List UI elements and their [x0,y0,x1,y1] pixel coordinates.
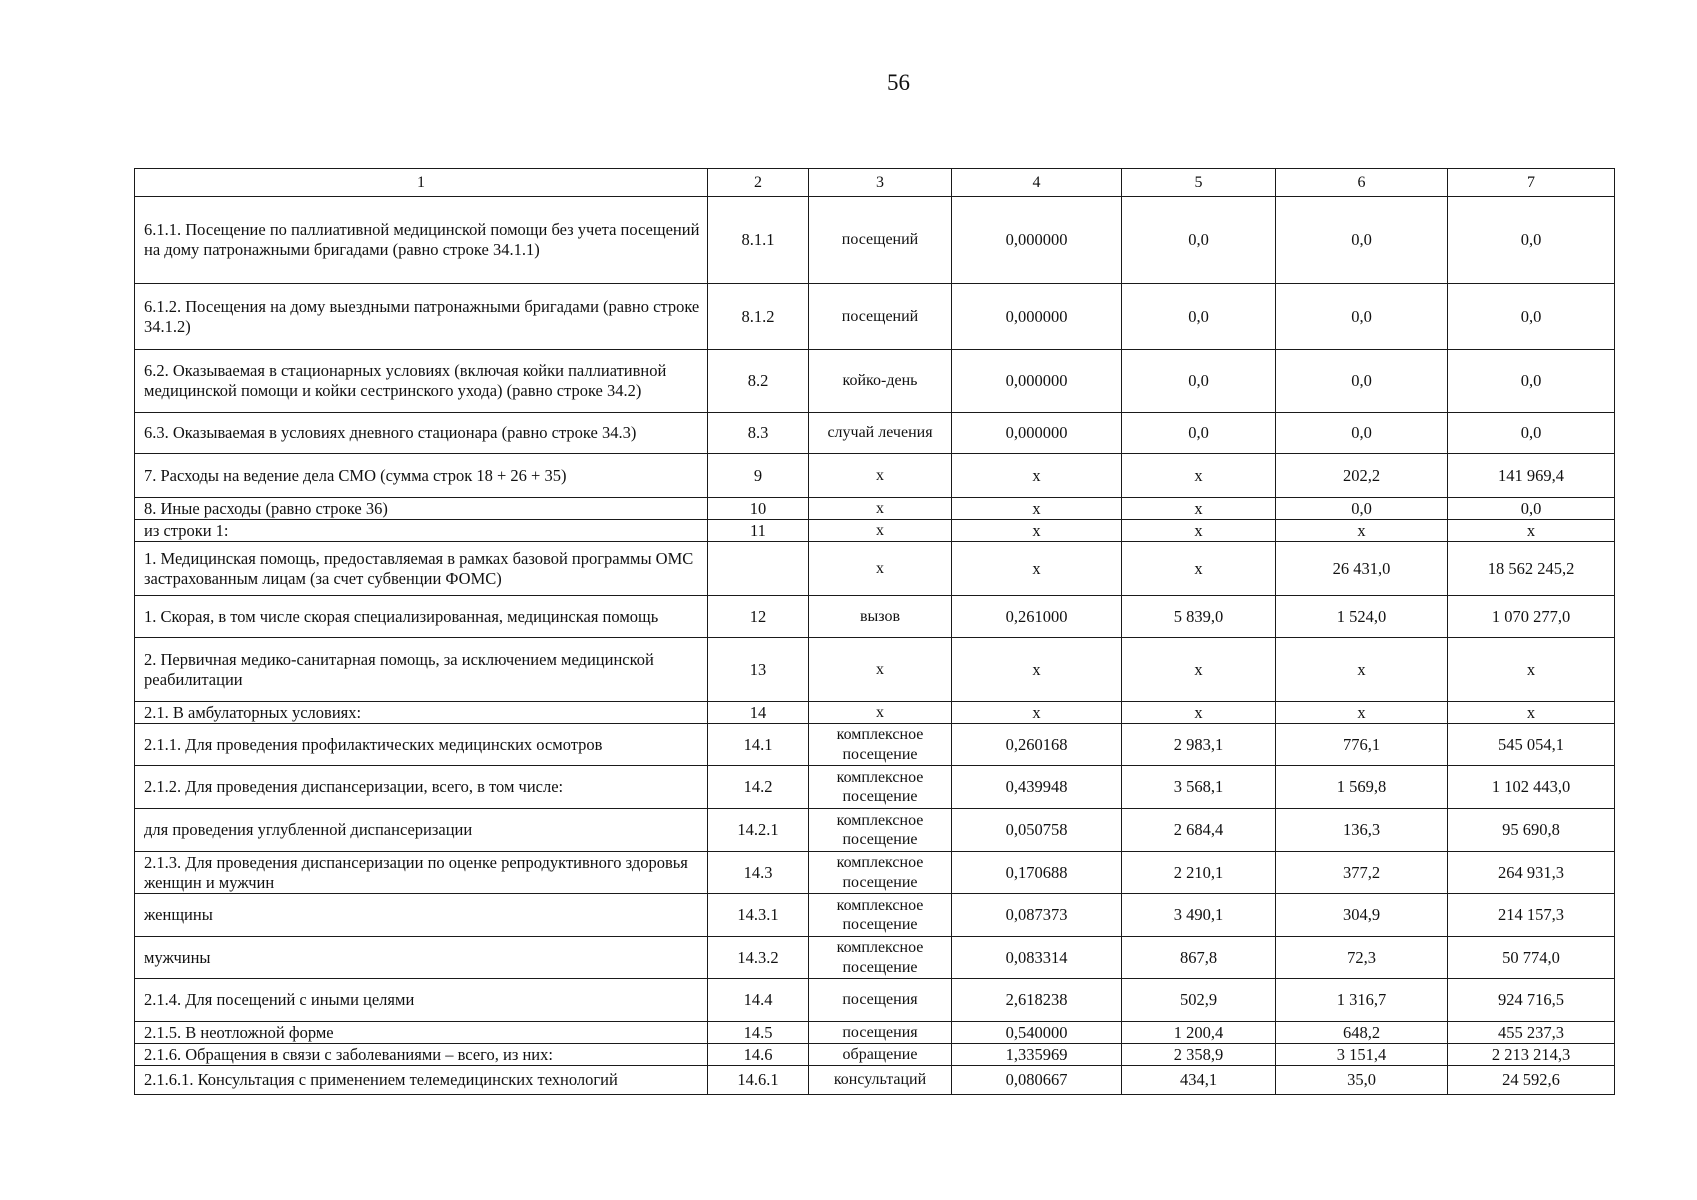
table-cell: х [1122,498,1276,520]
table-cell: 2.1.4. Для посещений с иными целями [135,979,708,1022]
table-cell: 2.1.6. Обращения в связи с заболеваниями – всего, из них: [135,1044,708,1066]
table-cell: 2. Первичная медико-санитарная помощь, за исключением медицинской реабилитации [135,638,708,702]
table-cell: 2 210,1 [1122,852,1276,894]
table-cell: 2.1.2. Для проведения диспансеризации, всего, в том числе: [135,766,708,809]
table-cell: комплексное посещение [809,937,952,979]
table-cell: 3 151,4 [1276,1044,1448,1066]
column-header: 6 [1276,169,1448,197]
table-row [135,542,1615,596]
table-cell: 1. Медицинская помощь, предоставляемая в рамках базовой программы ОМС застрахованным лицам (за счет субвенции ФОМС) [135,542,708,596]
table-row [135,766,1615,809]
table-cell: 0,0 [1276,498,1448,520]
table-cell: для проведения углубленной диспансеризации [135,809,708,852]
table-cell: 0,000000 [952,284,1122,350]
table-cell: 0,050758 [952,809,1122,852]
table-cell: 18 562 245,2 [1448,542,1615,596]
data-table [134,168,1615,1095]
table-cell: 9 [708,454,809,498]
table-cell: 50 774,0 [1448,937,1615,979]
table-cell: 0,0 [1448,284,1615,350]
table-cell: 0,083314 [952,937,1122,979]
table-cell: 2 358,9 [1122,1044,1276,1066]
table-cell: 14.6.1 [708,1066,809,1095]
table-cell: 0,0 [1276,284,1448,350]
table-cell: 0,0 [1448,197,1615,284]
table-cell: 0,000000 [952,197,1122,284]
table-cell: 8. Иные расходы (равно строке 36) [135,498,708,520]
table-cell: обращение [809,1044,952,1066]
table-cell: 0,170688 [952,852,1122,894]
table-cell: 377,2 [1276,852,1448,894]
table-cell: посещений [809,197,952,284]
table-cell: 136,3 [1276,809,1448,852]
table-cell: 2.1.1. Для проведения профилактических медицинских осмотров [135,724,708,766]
table-cell: 776,1 [1276,724,1448,766]
table-cell: 14.1 [708,724,809,766]
table-cell: 11 [708,520,809,542]
table-cell: х [809,542,952,596]
table-cell: 13 [708,638,809,702]
table-cell: 10 [708,498,809,520]
table-cell: 0,0 [1448,350,1615,413]
table-cell: 264 931,3 [1448,852,1615,894]
table-cell: 455 237,3 [1448,1022,1615,1044]
table-cell: 2 983,1 [1122,724,1276,766]
table-cell: из строки 1: [135,520,708,542]
table-cell: 72,3 [1276,937,1448,979]
table-cell: 1,335969 [952,1044,1122,1066]
table-row [135,350,1615,413]
column-header: 7 [1448,169,1615,197]
table-cell: 14.2.1 [708,809,809,852]
table-cell: х [952,638,1122,702]
table-cell: 434,1 [1122,1066,1276,1095]
table-cell: 867,8 [1122,937,1276,979]
table-cell: посещения [809,979,952,1022]
table-cell: х [809,454,952,498]
table-cell: 14.2 [708,766,809,809]
table-cell: х [1448,702,1615,724]
column-header: 3 [809,169,952,197]
table-cell: посещений [809,284,952,350]
table-cell: 924 716,5 [1448,979,1615,1022]
table-cell: х [1122,542,1276,596]
table-cell: х [809,498,952,520]
table-cell: комплексное посещение [809,894,952,937]
table-cell [708,542,809,596]
table-cell: 2.1.5. В неотложной форме [135,1022,708,1044]
table-cell: 0,0 [1122,197,1276,284]
table-cell: 24 592,6 [1448,1066,1615,1095]
table-cell: 2.1.3. Для проведения диспансеризации по оценке репродуктивного здоровья женщин и мужчин [135,852,708,894]
table-row [135,852,1615,894]
table-cell: х [1276,702,1448,724]
table-cell: 141 969,4 [1448,454,1615,498]
table-cell: 0,0 [1276,197,1448,284]
table-cell: х [1448,638,1615,702]
table-cell: 0,080667 [952,1066,1122,1095]
table-cell: х [809,520,952,542]
table-cell: вызов [809,596,952,638]
table-cell: 6.2. Оказываемая в стационарных условиях (включая койки паллиативной медицинской помощи и койки сестринского ухода) (равно строке 34.2) [135,350,708,413]
table-cell: х [809,638,952,702]
table-cell: случай лечения [809,413,952,454]
table-cell: х [1122,638,1276,702]
table-row [135,1044,1615,1066]
table-cell: 648,2 [1276,1022,1448,1044]
table-row [135,1022,1615,1044]
table-cell: мужчины [135,937,708,979]
table-cell: 0,540000 [952,1022,1122,1044]
table-cell: 8.1.1 [708,197,809,284]
table-cell: 8.2 [708,350,809,413]
table-cell: женщины [135,894,708,937]
table-row [135,809,1615,852]
table-cell: комплексное посещение [809,724,952,766]
table-cell: 0,0 [1122,284,1276,350]
table-row [135,894,1615,937]
table-cell: 5 839,0 [1122,596,1276,638]
table-cell: х [1122,702,1276,724]
table-cell: 0,261000 [952,596,1122,638]
table-cell: 14.5 [708,1022,809,1044]
table-row [135,454,1615,498]
table-cell: 1 102 443,0 [1448,766,1615,809]
table-cell: 2.1. В амбулаторных условиях: [135,702,708,724]
table-cell: 14.6 [708,1044,809,1066]
table-row [135,724,1615,766]
table-cell: 26 431,0 [1276,542,1448,596]
table-cell: 8.3 [708,413,809,454]
table-cell: 14.3.1 [708,894,809,937]
table-cell: 2.1.6.1. Консультация с применением телемедицинских технологий [135,1066,708,1095]
table-row [135,498,1615,520]
table-cell: х [1276,638,1448,702]
table-cell: х [952,498,1122,520]
column-header: 1 [135,169,708,197]
page-number: 56 [887,70,910,95]
table-cell: 0,0 [1448,413,1615,454]
table-cell: 8.1.2 [708,284,809,350]
table-cell: консультаций [809,1066,952,1095]
table-cell: 1 200,4 [1122,1022,1276,1044]
table-row [135,197,1615,284]
table-cell: 3 568,1 [1122,766,1276,809]
table-row [135,638,1615,702]
table-cell: койко-день [809,350,952,413]
table-cell: посещения [809,1022,952,1044]
table-cell: х [1276,520,1448,542]
table-cell: 0,439948 [952,766,1122,809]
table-cell: х [1122,454,1276,498]
table-cell: 2 684,4 [1122,809,1276,852]
table-row [135,596,1615,638]
table-cell: 0,0 [1276,413,1448,454]
table-row [135,520,1615,542]
table-cell: 0,000000 [952,413,1122,454]
table-cell: 0,0 [1276,350,1448,413]
column-header: 5 [1122,169,1276,197]
table-row [135,937,1615,979]
table-cell: х [809,702,952,724]
table-cell: х [1448,520,1615,542]
table-cell: 14.3.2 [708,937,809,979]
table-cell: комплексное посещение [809,852,952,894]
table-cell: 35,0 [1276,1066,1448,1095]
column-header: 4 [952,169,1122,197]
table-cell: 1 569,8 [1276,766,1448,809]
table-cell: 304,9 [1276,894,1448,937]
table-cell: 95 690,8 [1448,809,1615,852]
table-row [135,413,1615,454]
table-cell: комплексное посещение [809,809,952,852]
table-cell: 7. Расходы на ведение дела СМО (сумма строк 18 + 26 + 35) [135,454,708,498]
table-cell: 6.1.1. Посещение по паллиативной медицинской помощи без учета посещений на дому патронажными бригадами (равно строке 34.1.1) [135,197,708,284]
table-cell: 1 524,0 [1276,596,1448,638]
table-cell: 1. Скорая, в том числе скорая специализированная, медицинская помощь [135,596,708,638]
table-cell: 0,0 [1122,350,1276,413]
table-cell: 202,2 [1276,454,1448,498]
table-cell: 214 157,3 [1448,894,1615,937]
table-cell: 14 [708,702,809,724]
table-cell: 0,0 [1448,498,1615,520]
table-cell: 6.3. Оказываемая в условиях дневного стационара (равно строке 34.3) [135,413,708,454]
table-cell: 2 213 214,3 [1448,1044,1615,1066]
table-cell: 12 [708,596,809,638]
table-cell: 0,260168 [952,724,1122,766]
table-cell: 0,000000 [952,350,1122,413]
table-cell: 6.1.2. Посещения на дому выездными патронажными бригадами (равно строке 34.1.2) [135,284,708,350]
table-cell: 545 054,1 [1448,724,1615,766]
table-cell: 1 070 277,0 [1448,596,1615,638]
table-cell: 14.3 [708,852,809,894]
table-cell: 3 490,1 [1122,894,1276,937]
table-row [135,702,1615,724]
table-row [135,979,1615,1022]
table-row [135,1066,1615,1095]
table-cell: комплексное посещение [809,766,952,809]
table-cell: 0,0 [1122,413,1276,454]
table-cell: х [952,520,1122,542]
column-header: 2 [708,169,809,197]
table-cell: 14.4 [708,979,809,1022]
table-cell: 1 316,7 [1276,979,1448,1022]
table-cell: 2,618238 [952,979,1122,1022]
table-row [135,284,1615,350]
table-cell: х [952,702,1122,724]
table-cell: 0,087373 [952,894,1122,937]
header-row [135,169,1615,197]
table-cell: х [1122,520,1276,542]
table-cell: х [952,542,1122,596]
table-cell: 502,9 [1122,979,1276,1022]
table-cell: х [952,454,1122,498]
